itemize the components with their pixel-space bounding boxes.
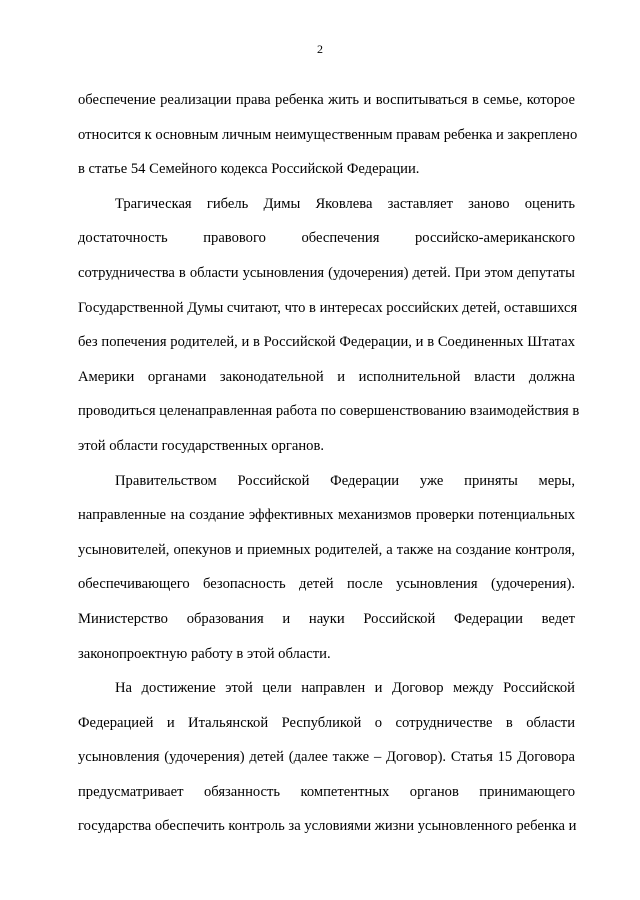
- text-line: направленные на создание эффективных механизмов проверки потенциальных: [78, 507, 575, 524]
- text-line: обеспечивающего безопасность детей после усыновления (удочерения).: [78, 576, 575, 593]
- paragraph-4: [78, 671, 575, 844]
- text-line: этой области государственных органов.: [78, 437, 324, 454]
- text-line: Америки органами законодательной и исполнительной власти должна: [78, 368, 575, 385]
- paragraph-2: [78, 187, 580, 464]
- text-line: усыновления (удочерения) детей (далее также – Договор). Статья 15 Договора: [78, 749, 575, 766]
- text-line: Федерацией и Итальянской Республикой о сотрудничестве в области: [78, 714, 575, 731]
- paragraph-1: [78, 83, 578, 187]
- text-line: проводиться целенаправленная работа по совершенствованию взаимодействия в: [78, 403, 580, 420]
- text-line: законопроектную работу в этой области.: [78, 645, 331, 662]
- text-line: предусматривает обязанность компетентных органов принимающего: [78, 783, 575, 800]
- text-line: Правительством Российской Федерации уже приняты меры,: [115, 472, 575, 489]
- text-line: усыновителей, опекунов и приемных родителей, а также на создание контроля,: [78, 541, 575, 558]
- text-line: сотрудничества в области усыновления (удочерения) детей. При этом депутаты: [78, 264, 575, 281]
- text-line: обеспечение реализации права ребенка жить и воспитываться в семье, которое: [78, 92, 575, 108]
- text-line: без попечения родителей, и в Российской Федерации, и в Соединенных Штатах: [78, 334, 575, 351]
- text-line: Государственной Думы считают, что в интересах российских детей, оставшихся: [78, 299, 578, 316]
- paragraph-3: [78, 464, 575, 672]
- text-line: в статье 54 Семейного кодекса Российской Федерации.: [78, 161, 420, 178]
- document-body: [78, 83, 580, 844]
- text-line: государства обеспечить контроль за условиями жизни усыновленного ребенка и: [78, 818, 577, 835]
- page-number: 2: [317, 42, 323, 56]
- text-line: На достижение этой цели направлен и Договор между Российской: [115, 680, 575, 697]
- text-line: достаточность правового обеспечения российско-американского: [78, 230, 575, 247]
- text-line: Трагическая гибель Димы Яковлева заставляет заново оценить: [115, 195, 575, 212]
- text-line: относится к основным личным неимущественным правам ребенка и закреплено: [78, 126, 578, 143]
- text-line: Министерство образования и науки Российской Федерации ведет: [78, 610, 575, 627]
